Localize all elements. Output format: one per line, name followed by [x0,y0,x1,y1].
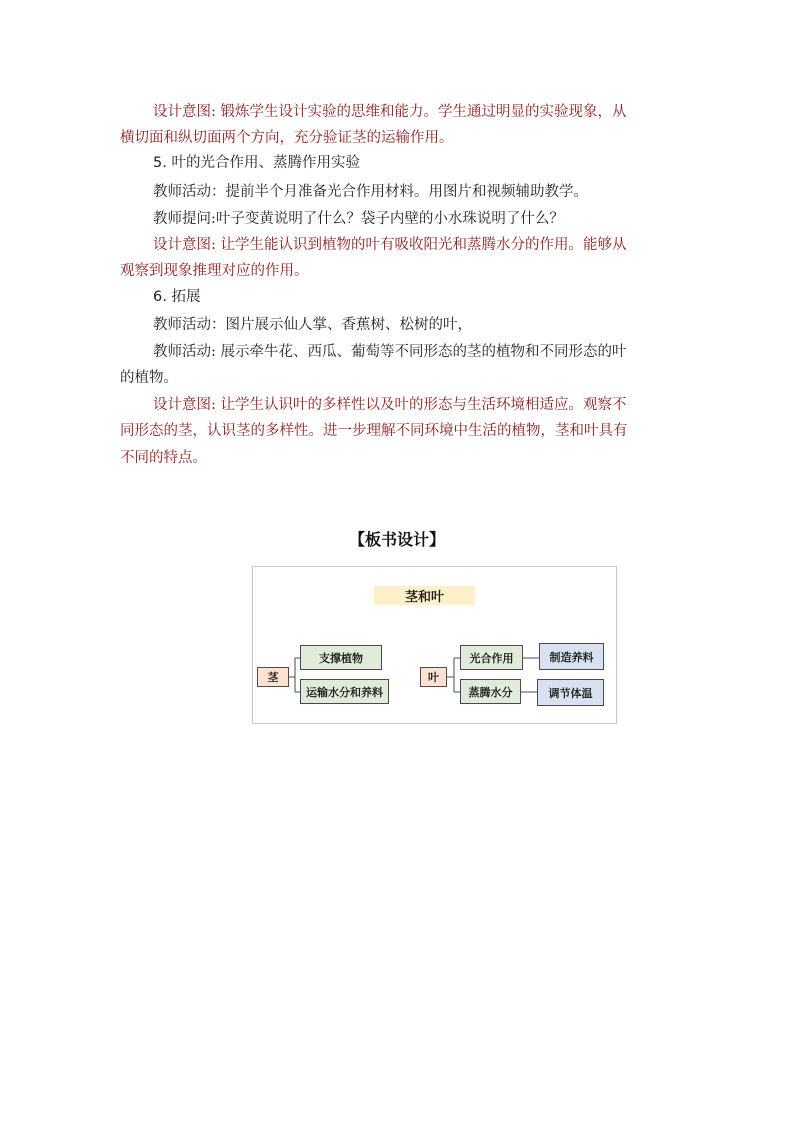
teacher-activity-6a: 教师活动：图片展示仙人掌、香蕉树、松树的叶， [153,317,472,333]
intent-6-line1: 设计意图: 让学生认识叶的多样性以及叶的形态与生活环境相适应。观察不 [153,397,627,413]
photosynthesis-node: 光合作用 [460,645,523,670]
heading-6: 6. 拓展 [153,289,201,305]
intent-6-line3: 不同的特点。 [120,450,207,466]
teacher-activity-6b-line2: 的植物。 [120,370,178,386]
leaf-node: 叶 [420,667,447,687]
intent-1-line2: 横切面和纵切面两个方向，充分验证茎的运输作用。 [120,130,454,146]
teacher-activity-5: 教师活动：提前半个月准备光合作用材料。用图片和视频辅助教学。 [153,184,588,200]
blackboard-diagram [252,566,617,724]
heading-5: 5. 叶的光合作用、蒸腾作用实验 [153,155,360,171]
board-section-title: 【板书设计】 [348,530,445,549]
diagram-title: 茎和叶 [374,586,475,605]
teacher-activity-6b-line1: 教师活动: 展示牵牛花、西瓜、葡萄等不同形态的茎的植物和不同形态的叶 [153,344,627,360]
intent-5-line2: 观察到现象推理对应的作用。 [120,263,309,279]
intent-5-line1: 设计意图: 让学生能认识到植物的叶有吸收阳光和蒸腾水分的作用。能够从 [153,237,627,253]
intent-6-line2: 同形态的茎，认识茎的多样性。进一步理解不同环境中生活的植物，茎和叶具有 [120,423,628,439]
stem-node: 茎 [257,667,289,687]
stem-support-node: 支撑植物 [300,645,382,670]
transpiration-node: 蒸腾水分 [460,679,521,704]
intent-1-line1: 设计意图: 锻炼学生设计实验的思维和能力。学生通过明显的实验现象，从 [153,104,627,120]
regulate-temperature-node: 调节体温 [537,679,604,706]
stem-transport-node: 运输水分和养料 [300,679,389,704]
make-nutrients-node: 制造养料 [539,643,604,670]
teacher-question-5: 教师提问:叶子变黄说明了什么？袋子内壁的小水珠说明了什么？ [153,211,564,227]
